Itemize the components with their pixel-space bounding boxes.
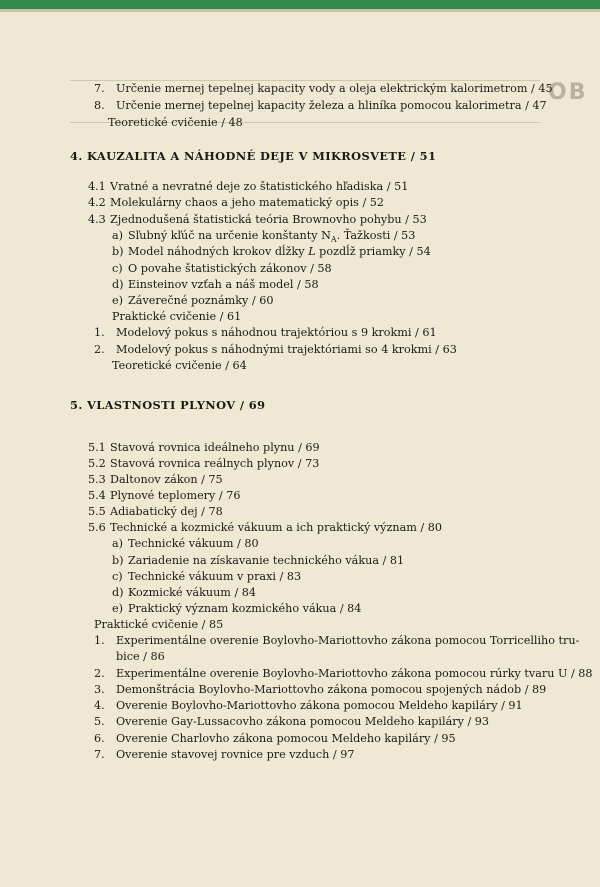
toc-subsection: c) O povahe štatistických zákonov / 58	[112, 262, 332, 275]
toc-exercise: 5. Overenie Gay-Lussacovho zákona pomocou Meldeho kapiláry / 93	[94, 715, 490, 728]
toc-exercise: 6. Overenie Charlovho zákona pomocou Meldeho kapiláry / 95	[94, 732, 456, 745]
toc-section: 5.4 Plynové teplomery / 76	[88, 489, 241, 502]
toc-section: 5.5 Adiabatický dej / 78	[88, 505, 223, 518]
toc-subsection: d) Einsteinov vzťah a náš model / 58	[112, 278, 319, 291]
green-top-edge	[0, 0, 600, 9]
toc-exercise: 3. Demonštrácia Boylovho-Mariottovho zákona pomocou spojených nádob / 89	[94, 683, 547, 696]
toc-exercise: 7. Určenie mernej tepelnej kapacity vody a oleja elektrickým kalorimetrom / 45	[94, 82, 553, 95]
toc-exercise: 7. Overenie stavovej rovnice pre vzduch / 97	[94, 748, 355, 761]
toc-exercise: 4. Overenie Boylovho-Mariottovho zákona pomocou Meldeho kapiláry / 91	[94, 699, 523, 712]
toc-section: 4.3 Zjednodušená štatistická teória Brownovho pohybu / 53	[88, 213, 427, 226]
toc-section: 5.3 Daltonov zákon / 75	[88, 473, 223, 486]
top-edge-shadow	[0, 9, 600, 12]
toc-section: 4.1 Vratné a nevratné deje zo štatistického hľadiska / 51	[88, 180, 409, 193]
toc-exercise: 2. Experimentálne overenie Boylovho-Mariottovho zákona pomocou rúrky tvaru U / 88	[94, 667, 593, 680]
bleed-through-heading: OB	[548, 80, 588, 105]
toc-subsection: b) Model náhodných krokov dĺžky L pozdĺž priamky / 54	[112, 245, 431, 258]
toc-subsection: d) Kozmické vákuum / 84	[112, 586, 257, 599]
toc-theory-exercise: Teoretické cvičenie / 48	[108, 116, 243, 129]
toc-practical-exercise: Praktické cvičenie / 61	[112, 310, 242, 323]
toc-exercise: 1. Experimentálne overenie Boylovho-Mariottovho zákona pomocou Torricelliho tru-	[94, 634, 580, 647]
toc-theory-exercise: Teoretické cvičenie / 64	[112, 359, 247, 372]
toc-section: 5.6 Technické a kozmické vákuum a ich praktický význam / 80	[88, 521, 442, 534]
toc-section: 5.1 Stavová rovnica ideálneho plynu / 69	[88, 441, 320, 454]
toc-section: 4.2 Molekulárny chaos a jeho matematický opis / 52	[88, 196, 385, 209]
toc-exercise-continuation: bice / 86	[116, 650, 165, 663]
toc-practical-exercise: Praktické cvičenie / 85	[94, 618, 224, 631]
chapter-4-heading: 4. KAUZALITA A NÁHODNÉ DEJE V MIKROSVETE / 51	[70, 149, 437, 163]
toc-subsection: c) Technické vákuum v praxi / 83	[112, 570, 302, 583]
chapter-5-heading: 5. VLASTNOSTI PLYNOV / 69	[70, 398, 266, 412]
toc-exercise: 8. Určenie mernej tepelnej kapacity železa a hliníka pomocou kalorimetra / 47	[94, 99, 547, 112]
toc-subsection: a) Technické vákuum / 80	[112, 537, 259, 550]
toc-section: 5.2 Stavová rovnica reálnych plynov / 73	[88, 457, 320, 470]
toc-subsection: a) Sľubný kľúč na určenie konštanty $N_A$. Ťažkosti / 53	[112, 229, 416, 245]
toc-exercise: 2. Modelový pokus s náhodnými trajektóriami so 4 krokmi / 63	[94, 343, 457, 356]
toc-subsection: b) Zariadenie na získavanie technického vákua / 81	[112, 554, 405, 567]
toc-subsection: e) Praktický význam kozmického vákua / 84	[112, 602, 362, 615]
toc-exercise: 1. Modelový pokus s náhodnou trajektóriou s 9 krokmi / 61	[94, 326, 437, 339]
toc-subsection: e) Záverečné poznámky / 60	[112, 294, 274, 307]
